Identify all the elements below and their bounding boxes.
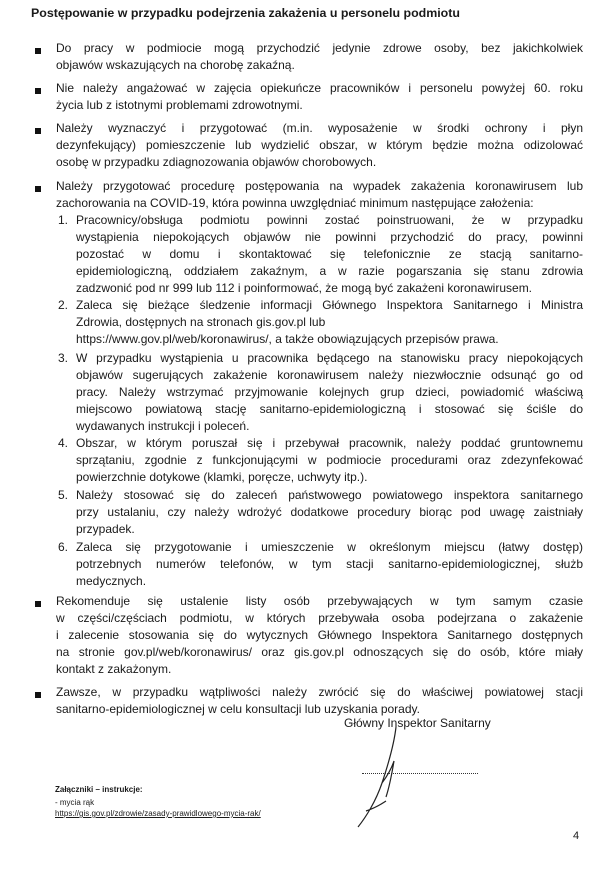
item-1-line-3: pozostać w domu i skontaktować się telefonicznie ze stacją sanitarno-	[76, 247, 583, 261]
bullet-marker	[35, 48, 41, 54]
bullet-marker	[35, 692, 41, 698]
bullet-4-line-1: Należy przygotować procedurę postępowania na wypadek zakażenia koronawirusem lub	[56, 179, 583, 193]
bullet-5-line-2: w części/częściach podmiotu, w których przebywała osoba podejrzana o zakażenie	[56, 611, 583, 625]
bullet-3-line-1: Należy wyznaczyć i przygotować (m.in. wyposażenie w środki ochrony i płyn	[56, 121, 583, 135]
bullet-marker	[35, 128, 41, 134]
signature-line	[362, 773, 478, 774]
list-number: 5.	[58, 488, 69, 502]
item-1-line-5: zadzwonić pod nr 999 lub 112 i poinformować, że mogą być zakażeni koronawirusem.	[76, 281, 533, 295]
list-number: 2.	[58, 298, 69, 312]
item-4-line-3: powierzchnie dotykowe (klamki, poręcze, uchwyty itp.).	[76, 470, 368, 484]
item-5-line-1: Należy stosować się do zaleceń państwowego powiatowego inspektora sanitarnego	[76, 488, 583, 502]
bullet-marker	[35, 601, 41, 607]
list-number: 1.	[58, 213, 69, 227]
bullet-2-line-2: życia lub z istotnymi problemami zdrowotnymi.	[56, 98, 303, 112]
bullet-1-line-2: objawów wskazujących na chorobę zakaźną.	[56, 58, 295, 72]
item-3-line-5: wydawanych instrukcji i poleceń.	[76, 419, 250, 433]
bullet-6-line-1: Zawsze, w przypadku wątpliwości należy zwrócić się do właściwej powiatowej stacji	[56, 685, 583, 699]
item-2-line-2: Zdrowia, dostępnych na stronach gis.gov.pl lub	[76, 315, 326, 329]
bullet-4-line-2: zachorowania na COVID-19, która powinna uwzględniać minimum następujące założenia:	[56, 196, 534, 210]
item-3-line-3: pracy. Należy wstrzymać przyjmowanie kolejnych grup dzieci, powiadomić właściwą	[76, 385, 583, 399]
list-number: 4.	[58, 436, 69, 450]
bullet-5-line-5: kontakt z zakażonym.	[56, 662, 172, 676]
item-5-line-2: przy ustalaniu, czy należy wdrożyć dodatkowe procedury biorąc pod uwagę zaistniały	[76, 505, 583, 519]
bullet-2-line-1: Nie należy angażować w zajęcia opiekuńcze pracowników i personelu powyżej 60. roku	[56, 81, 583, 95]
bullet-1-line-1: Do pracy w podmiocie mogą przychodzić jedynie zdrowe osoby, bez jakichkolwiek	[56, 41, 583, 55]
page-number: 4	[573, 830, 580, 842]
item-4-line-2: sprzątaniu, zgodnie z funkcjonującymi w podmiocie procedurami oraz zdezynfekować	[76, 453, 583, 467]
item-2-line-1: Zaleca się bieżące śledzenie informacji Głównego Inspektora Sanitarnego i Ministra	[76, 298, 583, 312]
section-title: Postępowanie w przypadku podejrzenia zakażenia u personelu podmiotu	[31, 6, 460, 20]
list-number: 3.	[58, 351, 69, 365]
item-3-line-1: W przypadku wystąpienia u pracownika będącego na stanowisku pracy niepokojących	[76, 351, 583, 365]
attachment-link[interactable]: https://gis.gov.pl/zdrowie/zasady-prawidlowego-mycia-rak/	[55, 809, 261, 818]
bullet-6-line-2: sanitarno-epidemiologicznej w celu konsultacji lub uzyskania porady.	[56, 702, 420, 716]
item-6-line-1: Zaleca się przygotowanie i umieszczenie w określonym miejscu (łatwy dostęp)	[76, 540, 583, 554]
bullet-marker	[35, 88, 41, 94]
item-1-line-2: wystąpienia niepokojących objawów nie powinni przychodzić do pracy, powinni	[76, 230, 583, 244]
item-4-line-1: Obszar, w którym poruszał się i przebywał pracownik, należy poddać gruntownemu	[76, 436, 583, 450]
item-1-line-1: Pracownicy/obsługa podmiotu powinni zostać poinstruowani, że w przypadku	[76, 213, 583, 227]
item-1-line-4: epidemiologiczną, oddziałem zakaźnym, a w razie pogarszania się stanu zdrowia	[76, 264, 583, 278]
bullet-5-line-4: na stronie gov.pl/web/koronawirus/ oraz gis.gov.pl odnoszących się do osób, które miały	[56, 645, 583, 659]
bullet-5-line-1: Rekomenduje się ustalenie listy osób przebywających w tym samym czasie	[56, 594, 583, 608]
item-6-line-3: medycznych.	[76, 574, 147, 588]
item-2-line-3: https://www.gov.pl/web/koronawirus/, a także obowiązujących przepisów prawa.	[76, 332, 499, 346]
item-6-line-2: potrzebnych numerów telefonów, w tym stacji sanitarno-epidemiologicznej, służb	[76, 557, 583, 571]
item-3-line-2: objawów sugerujących zakażenie koronawirusem należy niezwłocznie odsunąć go od	[76, 368, 583, 382]
attachments-heading: Załączniki – instrukcje:	[55, 785, 143, 794]
item-5-line-3: przypadek.	[76, 522, 135, 536]
bullet-3-line-3: osobę w przypadku zdiagnozowania objawów chorobowych.	[56, 155, 377, 169]
list-number: 6.	[58, 540, 69, 554]
handwritten-signature	[336, 705, 456, 835]
item-3-line-4: miejscowo powiatową stację sanitarno-epidemiologiczną i stosować się ściśle do	[76, 402, 583, 416]
bullet-3-line-2: dezynfekujący) pomieszczenie lub wydzielić obszar, w którym będzie można odizolować	[56, 138, 583, 152]
bullet-marker	[35, 186, 41, 192]
bullet-5-line-3: i zalecenie stosowania się do wytycznych Głównego Inspektora Sanitarnego dostępnych	[56, 628, 583, 642]
signature-title: Główny Inspektor Sanitarny	[344, 716, 491, 730]
attachment-item: - mycia rąk	[55, 798, 95, 807]
